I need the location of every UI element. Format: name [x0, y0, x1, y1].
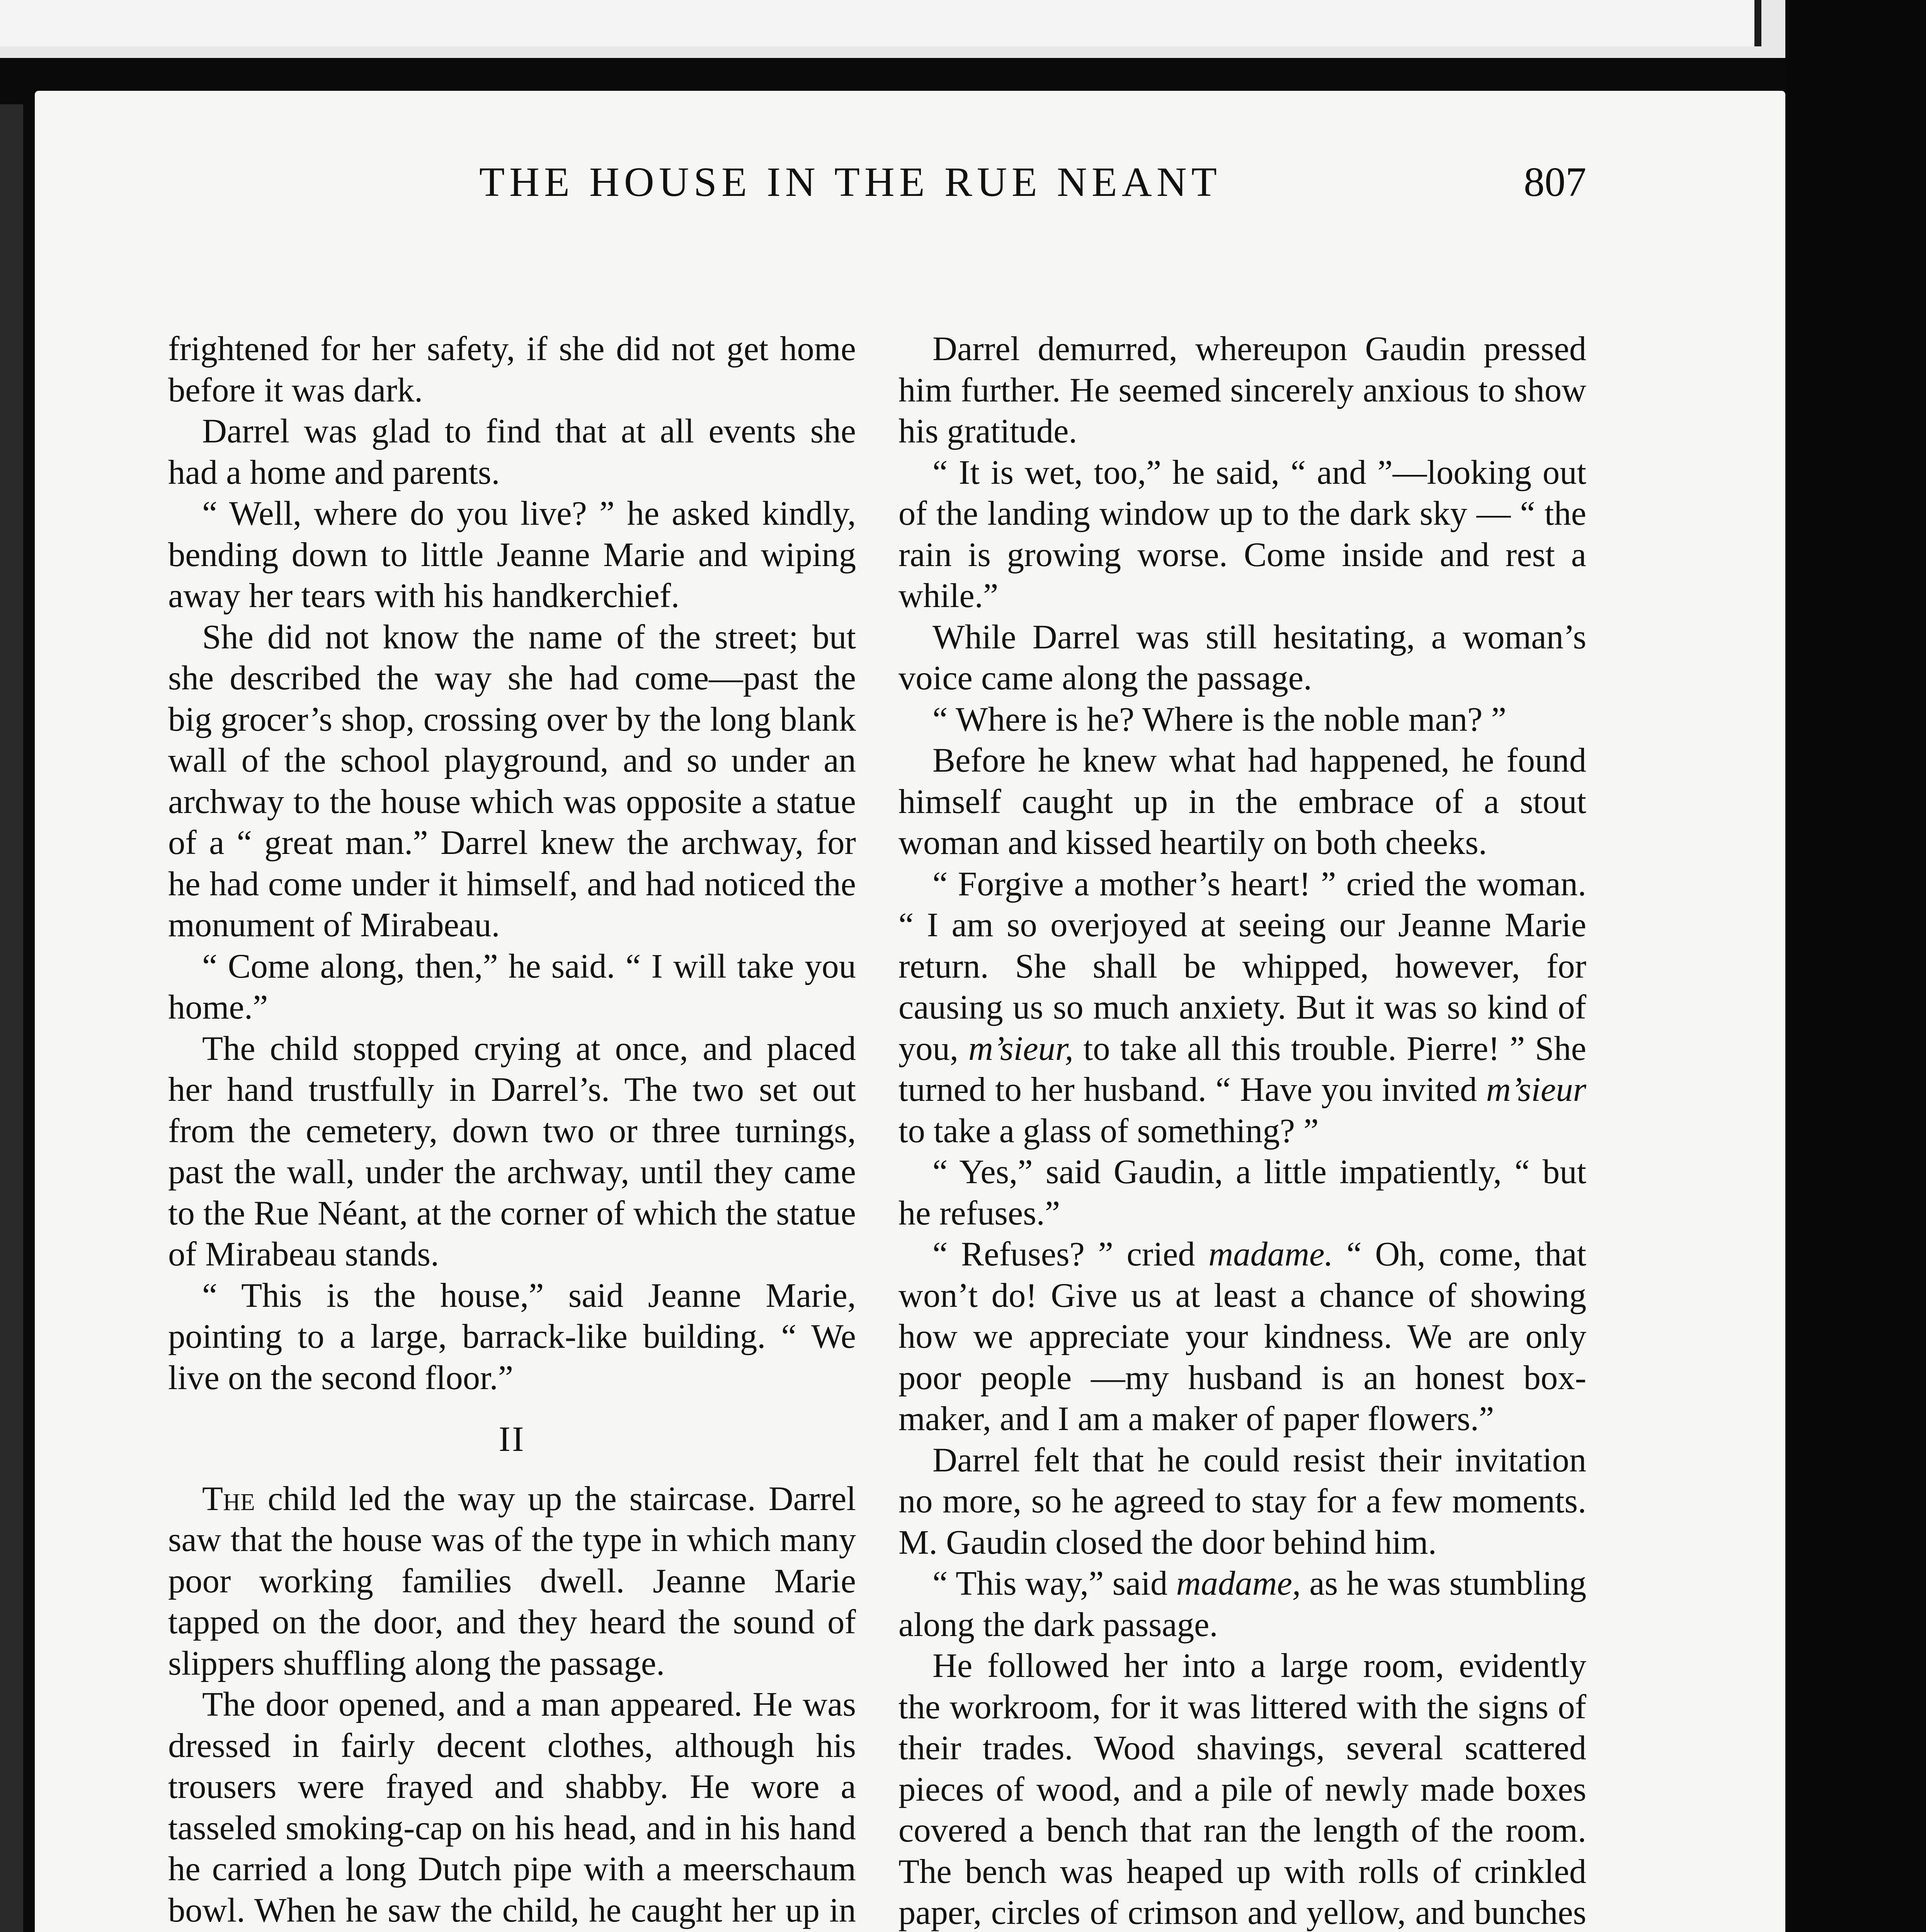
italic-term: m’sieur — [1486, 1071, 1586, 1109]
paragraph: He followed her into a large room, evidently the workroom, for it was littered with the signs of their trades. Wood shavings, several scattered pieces of wood, and a pile of newly made boxes covered a bench that ran the length of the room. The bench was heaped up with rolls of crinkled paper, circles of crimson and yellow, and bunches — [898, 1647, 1586, 1932]
paragraph: Darrel demurred, whereupon Gaudin pressed him further. He seemed sincerely anxious to show his gratitude. — [898, 330, 1586, 450]
italic-term: madame, — [1176, 1565, 1301, 1602]
running-head — [128, 158, 1586, 216]
text-run: “ Oh, come, that won’t do! Give us at least a chance of showing how we appreciate your kindness. We are only poor people —my husband is an honest box-maker, and I am a maker of paper flowers.” — [898, 1235, 1586, 1438]
section-heading: II — [499, 1419, 526, 1459]
paragraph: frightened for her safety, if she did not get home before it was dark. — [168, 330, 856, 409]
paragraph-text: child led the way up the staircase. Darrel saw that the house was of the type in which many poor working families dwell. Jeanne Marie tapped on the door, and they heard the sound of slippers shuffling along the passage. — [168, 1480, 856, 1682]
paragraph: “ Yes,” said Gaudin, a little impatiently, “ but he refuses.” — [898, 1153, 1586, 1232]
paragraph: “ Where is he? Where is the noble man? ” — [932, 700, 1506, 738]
paragraph: Darrel felt that he could resist their invitation no more, so he agreed to stay for a few moments. M. Gaudin closed the door behind him. — [898, 1441, 1586, 1561]
paragraph: Darrel was glad to find that at all events she had a home and parents. — [168, 412, 856, 492]
paragraph: The door opened, and a man appeared. He was dressed in fairly decent clothes, although his trousers were frayed and shabby. He wore a tasseled smoking-cap on his head, and in his hand he carried a long Dutch pipe with a meerschaum bowl. When he saw the child, he caught her up in — [168, 1685, 856, 1929]
paragraph: Before he knew what had happened, he found himself caught up in the embrace of a stout woman and kissed heartily on both cheeks. — [898, 742, 1586, 862]
scan-left-edge — [0, 104, 23, 1932]
text-run: to take all this trouble. Pierre! ” She turned to her husband. “ Have you invited — [898, 1029, 1586, 1109]
scan-top-strip — [0, 0, 1926, 58]
text-run: to take a glass of something? ” — [898, 1112, 1319, 1150]
lead-word: The — [202, 1480, 255, 1518]
italic-term: madame. — [1208, 1235, 1333, 1273]
running-title: THE HOUSE IN THE RUE NEANT — [479, 159, 1222, 205]
paragraph: While Darrel was still hesitating, a woman’s voice came along the passage. — [898, 618, 1586, 697]
paragraph: “ It is wet, too,” he said, “ and ”—looking out of the landing window up to the dark sky — “ the rain is growing worse. Come inside and rest a while.” — [898, 453, 1586, 615]
scan-binding-shadow — [1785, 0, 1926, 1932]
paragraph: The child stopped crying at once, and placed her hand trustfully in Darrel’s. The two set out from the cemetery, down two or three turnings, past the wall, under the archway, until they came to the Rue Néant, at the corner of which the statue of Mirabeau stands. — [168, 1029, 856, 1273]
text-run: “ Refuses? ” cried — [932, 1235, 1209, 1273]
text-run: as he was stumbling along the dark passage. — [898, 1565, 1586, 1644]
italic-term: m’sieur, — [968, 1029, 1074, 1068]
paragraph — [898, 864, 1586, 1152]
paragraph: “ Well, where do you live? ” he asked kindly, bending down to little Jeanne Marie and wiping away her tears with his handkerchief. — [168, 495, 856, 615]
paragraph — [898, 1563, 1586, 1645]
page-number: 807 — [1524, 159, 1586, 205]
paragraph: She did not know the name of the street; but she described the way she had come—past the big grocer’s shop, crossing over by the long blank wall of the school playground, and so under an archway to the house which was opposite a statue of a “ great man.” Darrel knew the archway, for he had come under it himself, and had noticed the monument of Mirabeau. — [168, 618, 856, 944]
paragraph — [898, 1234, 1586, 1440]
paragraph — [168, 1478, 856, 1684]
paragraph: “ This is the house,” said Jeanne Marie, pointing to a large, barrack-like building. “ We live on the second floor.” — [168, 1276, 856, 1397]
left-text-column — [168, 328, 856, 1932]
text-run: “ This way,” said — [932, 1565, 1176, 1602]
paragraph: “ Come along, then,” he said. “ I will take you home.” — [168, 947, 856, 1026]
text-run: “ Forgive a mother’s heart! ” cried the woman. “ I am so overjoyed at seeing our Jeanne Marie return. She shall be whipped, however, for causing us so much anxiety. But it was so kind of you, — [898, 865, 1586, 1068]
previous-page-edge — [0, 0, 1761, 46]
right-text-column — [898, 328, 1586, 1932]
